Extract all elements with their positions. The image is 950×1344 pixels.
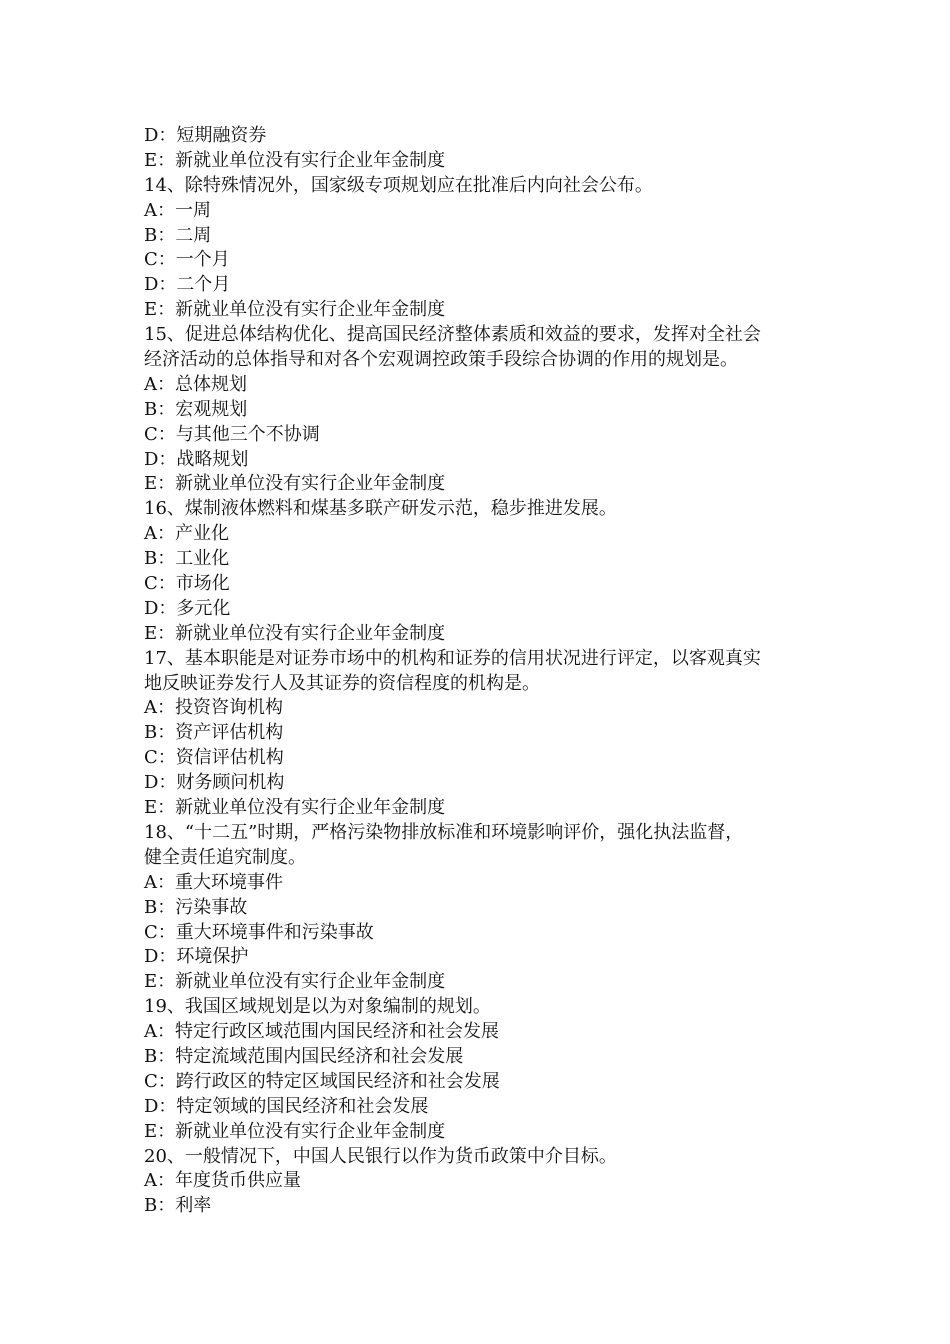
text-line: 经济活动的总体指导和对各个宏观调控政策手段综合协调的作用的规划是。 [144, 349, 738, 371]
option-line: A：总体规划 [144, 373, 247, 395]
option-line: B：工业化 [144, 548, 230, 570]
option-line: D：短期融资券 [144, 125, 267, 146]
option-line: B：污染事故 [144, 896, 248, 918]
option-line: A：特定行政区域范围内国民经济和社会发展 [144, 1021, 499, 1043]
option-line: B：资产评估机构 [144, 722, 284, 744]
option-line: E：新就业单位没有实行企业年金制度 [144, 299, 446, 321]
option-line: A：一周 [144, 199, 211, 221]
option-line: B：二周 [144, 224, 212, 246]
text-line: 健全责任追究制度。 [144, 846, 306, 868]
option-line: B：宏观规划 [144, 398, 248, 420]
question-line: 15、促进总体结构优化、提高国民经济整体素质和效益的要求，发挥对全社会 [144, 324, 761, 346]
question-line: 20、一般情况下，中国人民银行以作为货币政策中介目标。 [144, 1145, 617, 1167]
option-line: A：年度货币供应量 [144, 1170, 301, 1192]
question-line: 18、“十二五”时期，严格污染物排放标准和环境影响评价，强化执法监督， [144, 821, 744, 843]
option-line: E：新就业单位没有实行企业年金制度 [144, 149, 446, 171]
option-line: D：环境保护 [144, 946, 249, 968]
option-line: A：产业化 [144, 523, 229, 545]
option-line: E：新就业单位没有实行企业年金制度 [144, 622, 446, 644]
option-line: C：与其他三个不协调 [144, 423, 320, 445]
option-line: A：重大环境事件 [144, 871, 283, 893]
option-line: A：投资咨询机构 [144, 697, 283, 719]
question-line: 19、我国区域规划是以为对象编制的规划。 [144, 996, 491, 1018]
question-line: 14、除特殊情况外，国家级专项规划应在批准后内向社会公布。 [144, 174, 653, 196]
option-line: C：重大环境事件和污染事故 [144, 921, 374, 943]
text-line: 地反映证券发行人及其证券的资信程度的机构是。 [144, 672, 540, 694]
option-line: D：财务顾问机构 [144, 772, 285, 794]
option-line: E：新就业单位没有实行企业年金制度 [144, 1120, 446, 1142]
option-line: C：一个月 [144, 249, 230, 271]
option-line: D：战略规划 [144, 448, 249, 470]
option-line: E：新就业单位没有实行企业年金制度 [144, 473, 446, 495]
option-line: B：特定流域范围内国民经济和社会发展 [144, 1045, 464, 1067]
option-line: B：利率 [144, 1195, 212, 1217]
option-line: E：新就业单位没有实行企业年金制度 [144, 971, 446, 993]
option-line: C：资信评估机构 [144, 747, 284, 769]
option-line: C：跨行政区的特定区域国民经济和社会发展 [144, 1070, 500, 1092]
option-line: D：二个月 [144, 274, 231, 296]
option-line: E：新就业单位没有实行企业年金制度 [144, 797, 446, 819]
document-body [144, 124, 814, 1219]
option-line: C：市场化 [144, 573, 230, 595]
option-line: D：多元化 [144, 597, 231, 619]
question-line: 16、煤制液体燃料和煤基多联产研发示范，稳步推进发展。 [144, 498, 617, 520]
question-line: 17、基本职能是对证券市场中的机构和证券的信用状况进行评定，以客观真实 [144, 647, 761, 669]
option-line: D：特定领域的国民经济和社会发展 [144, 1095, 429, 1117]
